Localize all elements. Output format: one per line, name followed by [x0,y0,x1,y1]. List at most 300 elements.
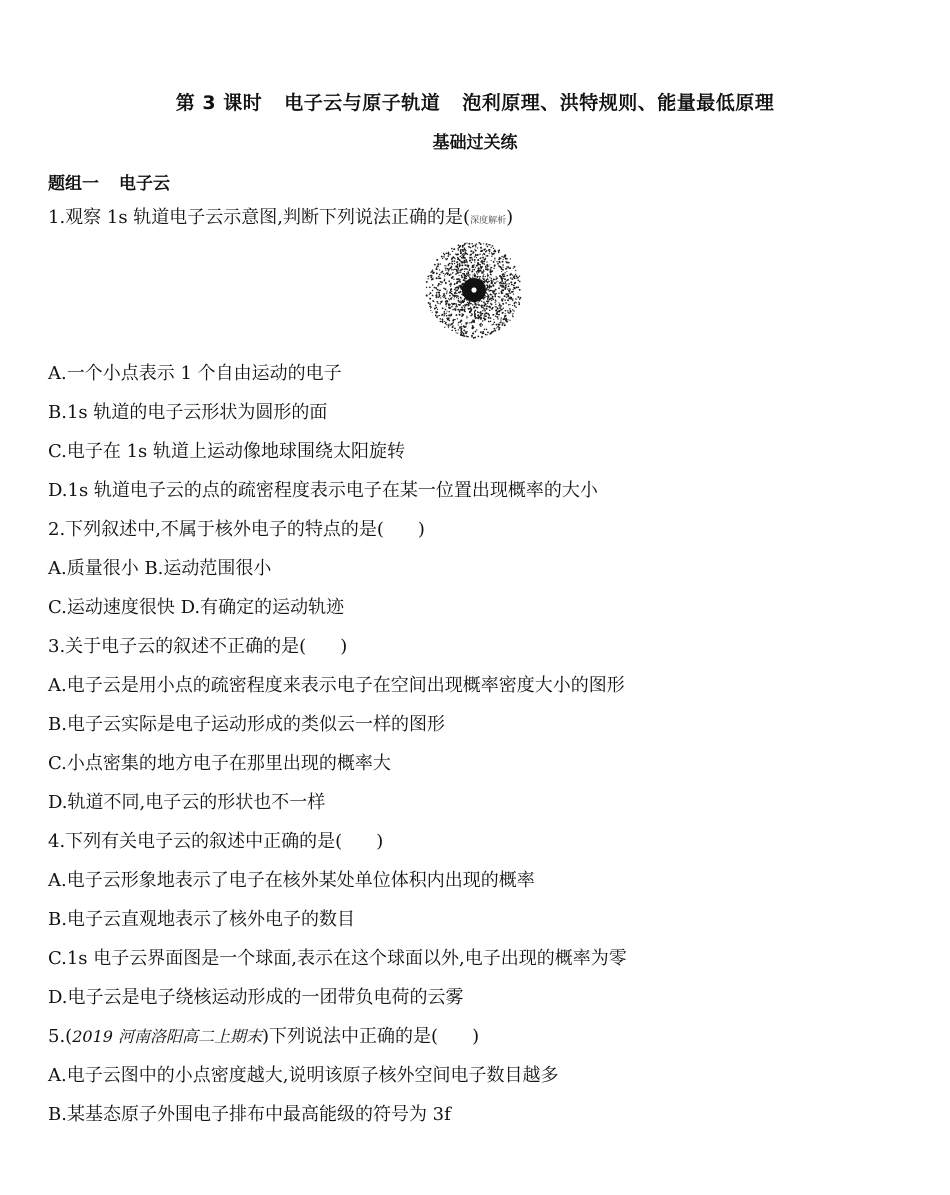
cloud-dot [455,314,457,316]
cloud-dot [444,321,445,322]
cloud-dot [481,250,483,252]
cloud-dot [489,286,491,288]
cloud-dot [454,284,455,285]
cloud-dot [489,299,491,301]
cloud-dot [483,270,485,272]
cloud-dot [516,286,518,288]
cloud-dot [469,311,470,312]
cloud-dot [458,304,459,305]
cloud-dot [487,303,488,304]
cloud-dot [507,288,509,290]
cloud-dot [454,263,455,264]
cloud-dot [515,298,517,300]
cloud-dot [465,326,467,328]
cloud-dot [501,317,502,318]
cloud-dot [448,252,450,254]
cloud-dot [444,313,445,314]
question-2-stem [48,518,425,542]
cloud-dot [464,307,465,308]
question-2-text: 2.下列叙述中,不属于核外电子的特点的是( [48,519,384,540]
cloud-dot [462,249,464,251]
cloud-dot [487,266,488,267]
cloud-dot [499,304,500,305]
cloud-dot [487,273,488,274]
cloud-dot [505,284,507,286]
cloud-dot [464,335,466,337]
cloud-dot [458,324,459,325]
question-5-number: 5.( [48,1026,73,1047]
cloud-dot [500,319,501,320]
cloud-dot [437,263,439,265]
lesson-topic-2: 泡利原理、洪特规则、能量最低原理 [462,92,775,114]
cloud-dot [458,329,459,330]
cloud-dot [460,297,462,299]
cloud-dot [495,304,496,305]
cloud-dot [429,298,431,300]
cloud-dot [442,322,443,323]
cloud-dot [484,319,486,321]
cloud-dot [459,326,461,328]
group-label: 题组一 [48,174,99,194]
cloud-dot [496,293,497,294]
cloud-dot [520,297,522,299]
cloud-dot [512,316,514,318]
cloud-dot [459,269,461,271]
cloud-dot [496,261,497,262]
cloud-dot [461,263,462,264]
cloud-dot [472,319,473,320]
cloud-dot [460,285,462,287]
cloud-dot [436,277,438,279]
cloud-dot [492,291,493,292]
cloud-dot [437,296,438,297]
cloud-dot [478,317,480,319]
cloud-dot [458,322,459,323]
cloud-dot [499,307,501,309]
question-5-option-b: B.某基态原子外围电子排布中最高能级的符号为 3f [48,1104,451,1125]
cloud-dot [458,292,459,293]
cloud-dot [445,268,446,269]
cloud-dot [483,315,485,317]
cloud-dot [499,296,500,297]
cloud-dot [451,297,452,298]
cloud-dot [480,266,481,267]
cloud-dot [474,249,475,250]
cloud-dot [486,279,488,281]
cloud-dot [481,268,482,269]
cloud-dot [491,270,493,272]
cloud-dot [444,265,445,266]
cloud-dot [451,306,453,308]
question-4-option-d: D.电子云是电子绕核运动形成的一团带负电荷的云雾 [48,987,464,1008]
cloud-dot [493,319,494,320]
cloud-dot [493,248,494,249]
cloud-dot [483,243,484,244]
cloud-dot [505,258,507,260]
cloud-dot [489,253,490,254]
cloud-dot [450,274,451,275]
cloud-dot [468,276,469,277]
cloud-dot [482,324,484,326]
cloud-dot [452,272,453,273]
cloud-dot [517,277,519,279]
cloud-dot [487,298,489,300]
cloud-dot [492,307,493,308]
question-5-text: )下列说法中正确的是( [262,1026,439,1047]
cloud-dot [460,261,462,263]
cloud-dot [495,310,497,312]
cloud-dot [461,331,463,333]
cloud-dot [475,254,477,256]
cloud-dot [505,302,507,304]
cloud-dot [456,282,458,284]
cloud-dot [461,320,462,321]
cloud-dot [518,303,520,305]
cloud-dot [440,284,441,285]
cloud-dot [436,316,438,318]
nucleus-icon [471,287,476,292]
cloud-dot [456,293,457,294]
cloud-dot [491,324,492,325]
cloud-dot [509,292,511,294]
cloud-dot [480,323,482,325]
cloud-dot [451,248,453,250]
cloud-dot [468,246,470,248]
cloud-dot [445,288,447,290]
cloud-dot [459,314,461,316]
cloud-dot [487,331,489,333]
cloud-dot [480,261,481,262]
cloud-dot [476,271,477,272]
cloud-dot [452,326,454,328]
cloud-dot [508,293,509,294]
question-1-option-d: D.1s 轨道电子云的点的疏密程度表示电子在某一位置出现概率的大小 [48,480,598,501]
question-4-option-a: A.电子云形象地表示了电子在核外某处单位体积内出现的概率 [48,870,535,891]
cloud-dot [440,303,442,305]
cloud-dot [511,284,513,286]
cloud-dot [451,260,453,262]
cloud-dot [501,268,503,270]
cloud-dot [437,309,438,310]
cloud-dot [445,282,447,284]
cloud-dot [513,277,515,279]
cloud-dot [496,324,498,326]
cloud-dot [479,324,481,326]
cloud-dot [464,243,466,245]
cloud-dot [476,243,478,245]
cloud-dot [486,284,488,286]
cloud-dot [513,284,515,286]
cloud-dot [475,303,477,305]
cloud-dot [473,269,475,271]
cloud-dot [490,280,492,282]
cloud-dot [513,310,514,311]
question-2-options-ab: A.质量很小 B.运动范围很小 [48,558,272,579]
cloud-dot [504,299,506,301]
question-1-option-c: C.电子在 1s 轨道上运动像地球围绕太阳旋转 [48,441,405,462]
cloud-dot [455,258,456,259]
cloud-dot [462,268,463,269]
cloud-dot [466,273,467,274]
cloud-dot [464,275,466,277]
cloud-dot [494,294,496,296]
lesson-number: 第 3 课时 [175,92,263,114]
cloud-dot [499,261,501,263]
cloud-dot [502,264,504,266]
cloud-dot [453,248,455,250]
cloud-dot [505,281,506,282]
cloud-dot [445,253,446,254]
cloud-dot [506,266,508,268]
cloud-dot [468,271,469,272]
cloud-dot [497,308,499,310]
cloud-dot [457,269,459,271]
cloud-dot [434,287,436,289]
cloud-dot [457,306,458,307]
cloud-dot [440,263,441,264]
cloud-dot [471,262,473,264]
cloud-dot [487,279,488,280]
cloud-dot [461,264,463,266]
cloud-dot [461,327,463,329]
cloud-dot [464,311,465,312]
cloud-dot [448,264,449,265]
cloud-dot [480,314,482,316]
cloud-dot [467,302,468,303]
cloud-dot [482,310,483,311]
cloud-dot [494,259,495,260]
cloud-dot [475,246,476,247]
cloud-dot [481,318,483,320]
cloud-dot [471,321,472,322]
cloud-dot [444,295,446,297]
cloud-dot [504,274,505,275]
cloud-dot [486,300,488,302]
cloud-dot [464,257,466,259]
cloud-dot [463,305,464,306]
cloud-dot [487,278,488,279]
cloud-dot [519,276,520,277]
cloud-dot [457,300,459,302]
cloud-dot [456,290,458,292]
cloud-dot [510,281,512,283]
cloud-dot [477,247,478,248]
cloud-dot [477,302,478,303]
cloud-dot [433,272,435,274]
cloud-dot [462,314,464,316]
cloud-dot [461,301,462,302]
cloud-dot [488,306,490,308]
cloud-dot [448,305,449,306]
cloud-dot [475,267,476,268]
lesson-topic-1: 电子云与原子轨道 [284,92,441,114]
cloud-dot [428,302,430,304]
cloud-dot [490,274,491,275]
question-1-option-b: B.1s 轨道的电子云形状为圆形的面 [48,402,328,423]
deep-analysis-tag[interactable]: 深度解析 [470,216,507,226]
cloud-dot [459,281,461,283]
cloud-dot [463,325,465,327]
cloud-dot [472,274,473,275]
cloud-dot [471,336,473,338]
cloud-dot [442,307,444,309]
cloud-dot [472,269,473,270]
cloud-dot [448,303,450,305]
cloud-dot [483,308,485,310]
question-group-heading [48,169,170,194]
cloud-dot [435,305,437,307]
cloud-dot [475,250,477,252]
cloud-dot [460,249,461,250]
cloud-dot [493,251,494,252]
cloud-dot [454,289,456,291]
cloud-dot [476,329,477,330]
section-subtitle: 基础过关练 [432,133,518,153]
cloud-dot [474,256,475,257]
cloud-dot [490,268,492,270]
cloud-dot [458,288,459,289]
cloud-dot [455,309,457,311]
cloud-dot [478,242,480,244]
cloud-dot [505,315,507,317]
cloud-dot [513,266,515,268]
cloud-dot [473,307,474,308]
question-3-option-d: D.轨道不同,电子云的形状也不一样 [48,792,326,813]
cloud-dot [504,256,505,257]
cloud-dot [461,275,463,277]
cloud-dot [497,316,498,317]
cloud-dot [507,310,509,312]
cloud-dot [457,257,458,258]
cloud-dot [474,273,475,274]
cloud-dot [507,275,509,277]
cloud-dot [437,285,439,287]
cloud-dot [444,275,445,276]
cloud-dot [469,322,470,323]
cloud-dot [462,254,463,255]
cloud-dot [489,264,490,265]
cloud-dot [470,247,472,249]
cloud-dot [429,292,431,294]
cloud-dot [461,298,462,299]
cloud-dot [472,327,474,329]
1s-electron-cloud-diagram [422,240,526,340]
cloud-dot [469,308,471,310]
cloud-dot [449,320,451,322]
cloud-dot [488,300,489,301]
cloud-dot [472,325,474,327]
cloud-dot [496,276,497,277]
cloud-dot [468,243,470,245]
cloud-dot [491,298,493,300]
cloud-dot [487,313,489,315]
cloud-dot [453,279,454,280]
cloud-dot [456,297,457,298]
cloud-dot [452,276,454,278]
cloud-dot [486,305,488,307]
cloud-dot [436,312,438,314]
cloud-dot [472,304,473,305]
cloud-dot [448,324,449,325]
cloud-dot [514,305,516,307]
cloud-dot [467,304,468,305]
cloud-dot [500,266,501,267]
cloud-dot [478,272,479,273]
cloud-dot [474,275,475,276]
cloud-dot [485,268,487,270]
cloud-dot [498,259,500,261]
cloud-dot [446,311,447,312]
cloud-dot [487,294,488,295]
cloud-dot [500,285,502,287]
cloud-dot [460,329,462,331]
cloud-dot [428,278,429,279]
question-4-text: 4.下列有关电子云的叙述中正确的是( [48,831,343,852]
cloud-dot [446,313,447,314]
cloud-dot [448,254,449,255]
cloud-dot [504,283,505,284]
cloud-dot [516,302,517,303]
cloud-dot [501,271,502,272]
cloud-dot [440,281,442,283]
cloud-dot [439,321,440,322]
cloud-dot [445,309,447,311]
cloud-dot [515,306,516,307]
cloud-dot [489,333,491,335]
cloud-dot [480,247,482,249]
cloud-dot [429,286,431,288]
cloud-dot [495,315,497,317]
question-1-text: 1.观察 1s 轨道电子云示意图,判断下列说法正确的是( [48,207,471,228]
cloud-dot [493,281,494,282]
cloud-dot [512,305,513,306]
cloud-dot [497,326,499,328]
cloud-dot [483,331,484,332]
cloud-dot [515,274,516,275]
cloud-dot [434,308,436,310]
cloud-dot [456,287,457,288]
cloud-dot [497,281,498,282]
cloud-dot [438,277,440,279]
cloud-dot [445,304,447,306]
cloud-dot [429,294,430,295]
cloud-dot [485,276,486,277]
cloud-dot [501,298,503,300]
cloud-dot [466,269,468,271]
cloud-dot [439,274,441,276]
cloud-dot [470,307,471,308]
cloud-dot [454,260,456,262]
cloud-dot [436,259,438,261]
cloud-dot [431,270,433,272]
cloud-dot [491,267,492,268]
cloud-dot [499,324,501,326]
cloud-dot [507,299,509,301]
cloud-dot [432,278,434,280]
cloud-dot [459,275,460,276]
cloud-dot [435,268,437,270]
question-2-close-paren: ) [417,519,425,540]
cloud-dot [479,276,481,278]
cloud-dot [443,273,444,274]
cloud-dot [450,254,451,255]
cloud-dot [465,332,467,334]
cloud-dot [446,324,447,325]
group-name: 电子云 [119,174,170,194]
cloud-dot [488,244,489,245]
question-3-close-paren: ) [340,636,348,657]
cloud-dot [486,244,487,245]
